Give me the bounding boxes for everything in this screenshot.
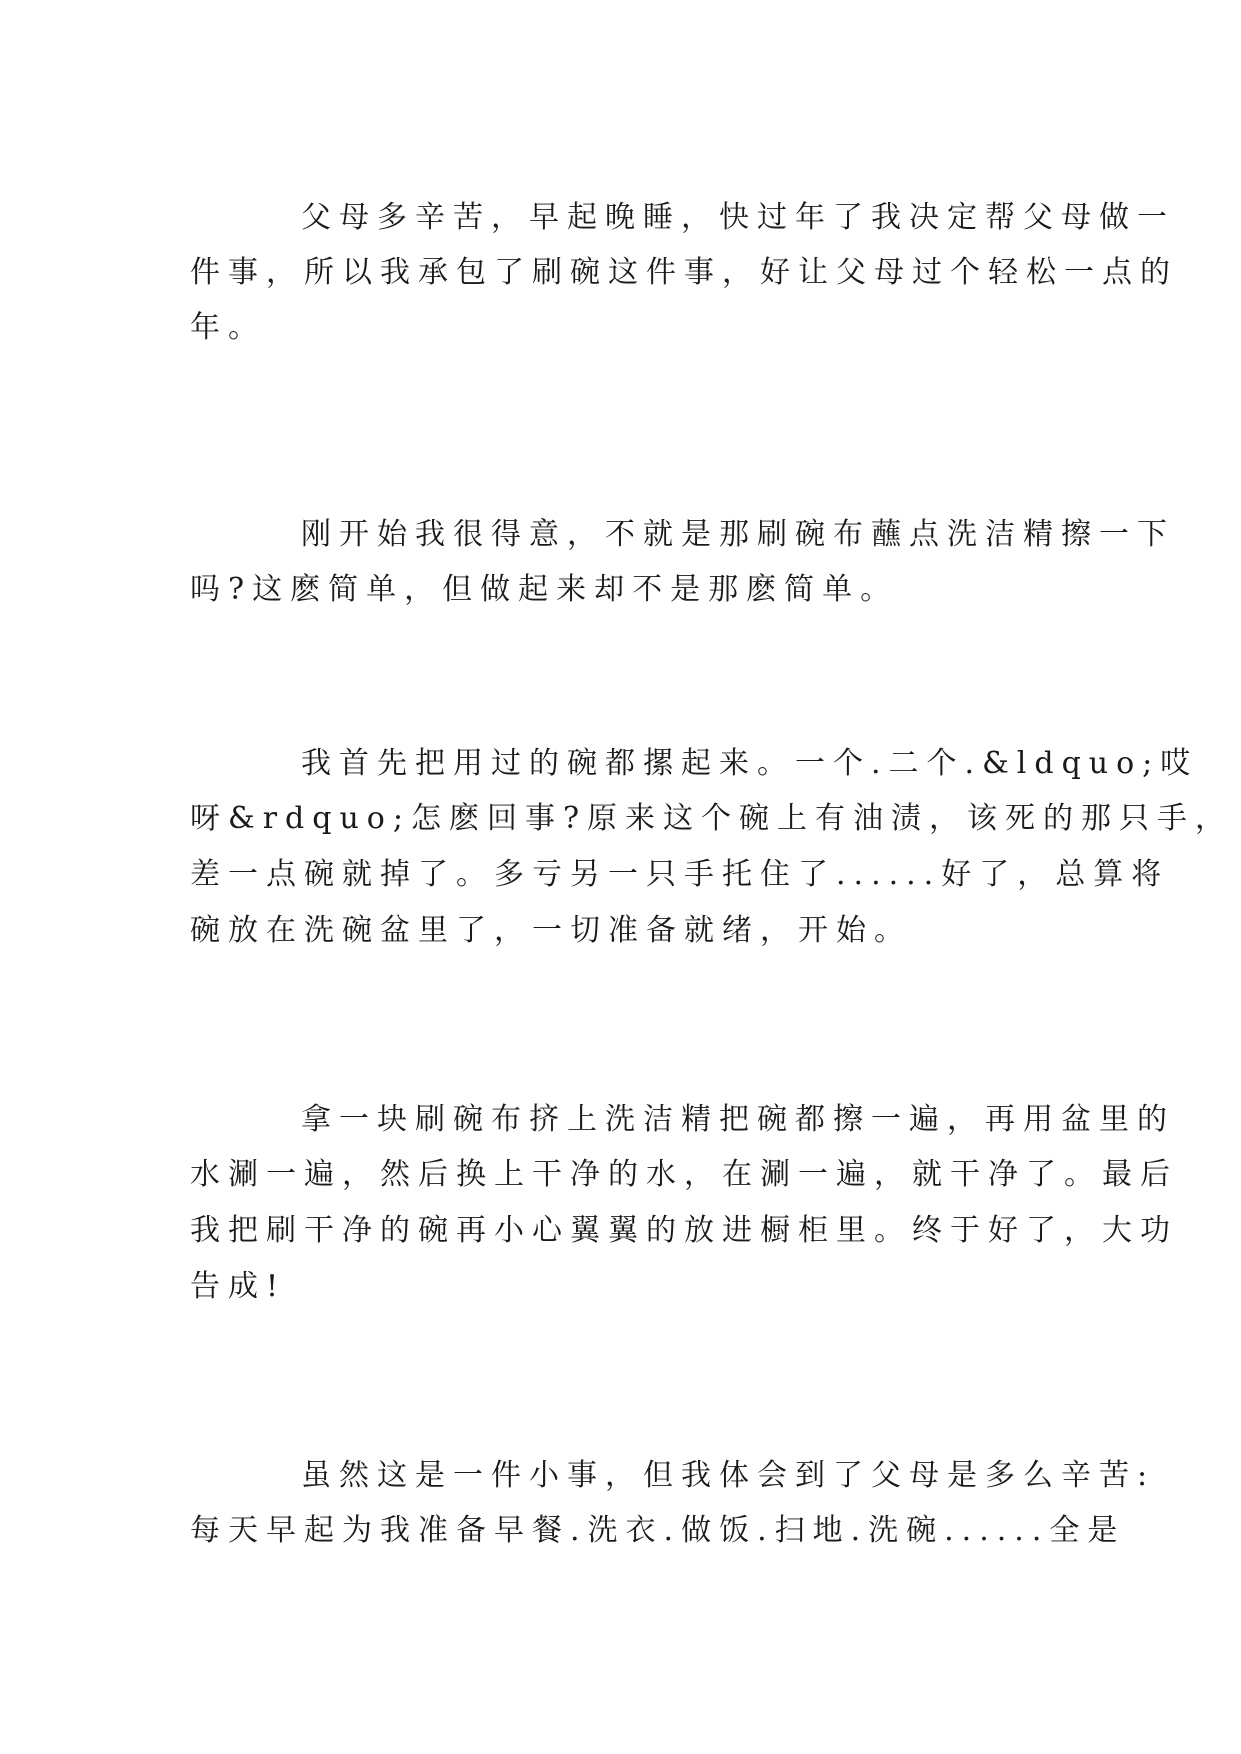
paragraph-line: 刚开始我很得意，不就是那刷碗布蘸点洗洁精擦一下 bbox=[301, 517, 1175, 552]
paragraph-line: 碗放在洗碗盆里了，一切准备就绪，开始。 bbox=[190, 913, 912, 948]
paragraph-line: 吗?这麽简单，但做起来却不是那麽简单。 bbox=[190, 572, 899, 607]
paragraph-line: 呀&rdquo;怎麽回事?原来这个碗上有油渍，该死的那只手， bbox=[190, 801, 1234, 836]
paragraph-line: 告成! bbox=[190, 1269, 287, 1304]
paragraph-line: 年。 bbox=[190, 310, 266, 345]
paragraph-line: 水涮一遍，然后换上干净的水，在涮一遍，就干净了。最后 bbox=[190, 1157, 1178, 1192]
paragraph-line: 差一点碗就掉了。多亏另一只手托住了......好了，总算将 bbox=[190, 857, 1170, 892]
paragraph-line: 每天早起为我准备早餐.洗衣.做饭.扫地.洗碗......全是 bbox=[190, 1513, 1126, 1548]
paragraph-line: 父母多辛苦，早起晚睡，快过年了我决定帮父母做一 bbox=[301, 200, 1175, 235]
paragraph-line: 我首先把用过的碗都摞起来。一个.二个.&ldquo;哎 bbox=[301, 746, 1199, 781]
paragraph-line: 虽然这是一件小事，但我体会到了父母是多么辛苦: bbox=[301, 1458, 1156, 1493]
paragraph-line: 拿一块刷碗布挤上洗洁精把碗都擦一遍，再用盆里的 bbox=[301, 1102, 1175, 1137]
paragraph-line: 件事，所以我承包了刷碗这件事，好让父母过个轻松一点的 bbox=[190, 255, 1178, 290]
paragraph-line: 我把刷干净的碗再小心翼翼的放进橱柜里。终于好了，大功 bbox=[190, 1213, 1178, 1248]
